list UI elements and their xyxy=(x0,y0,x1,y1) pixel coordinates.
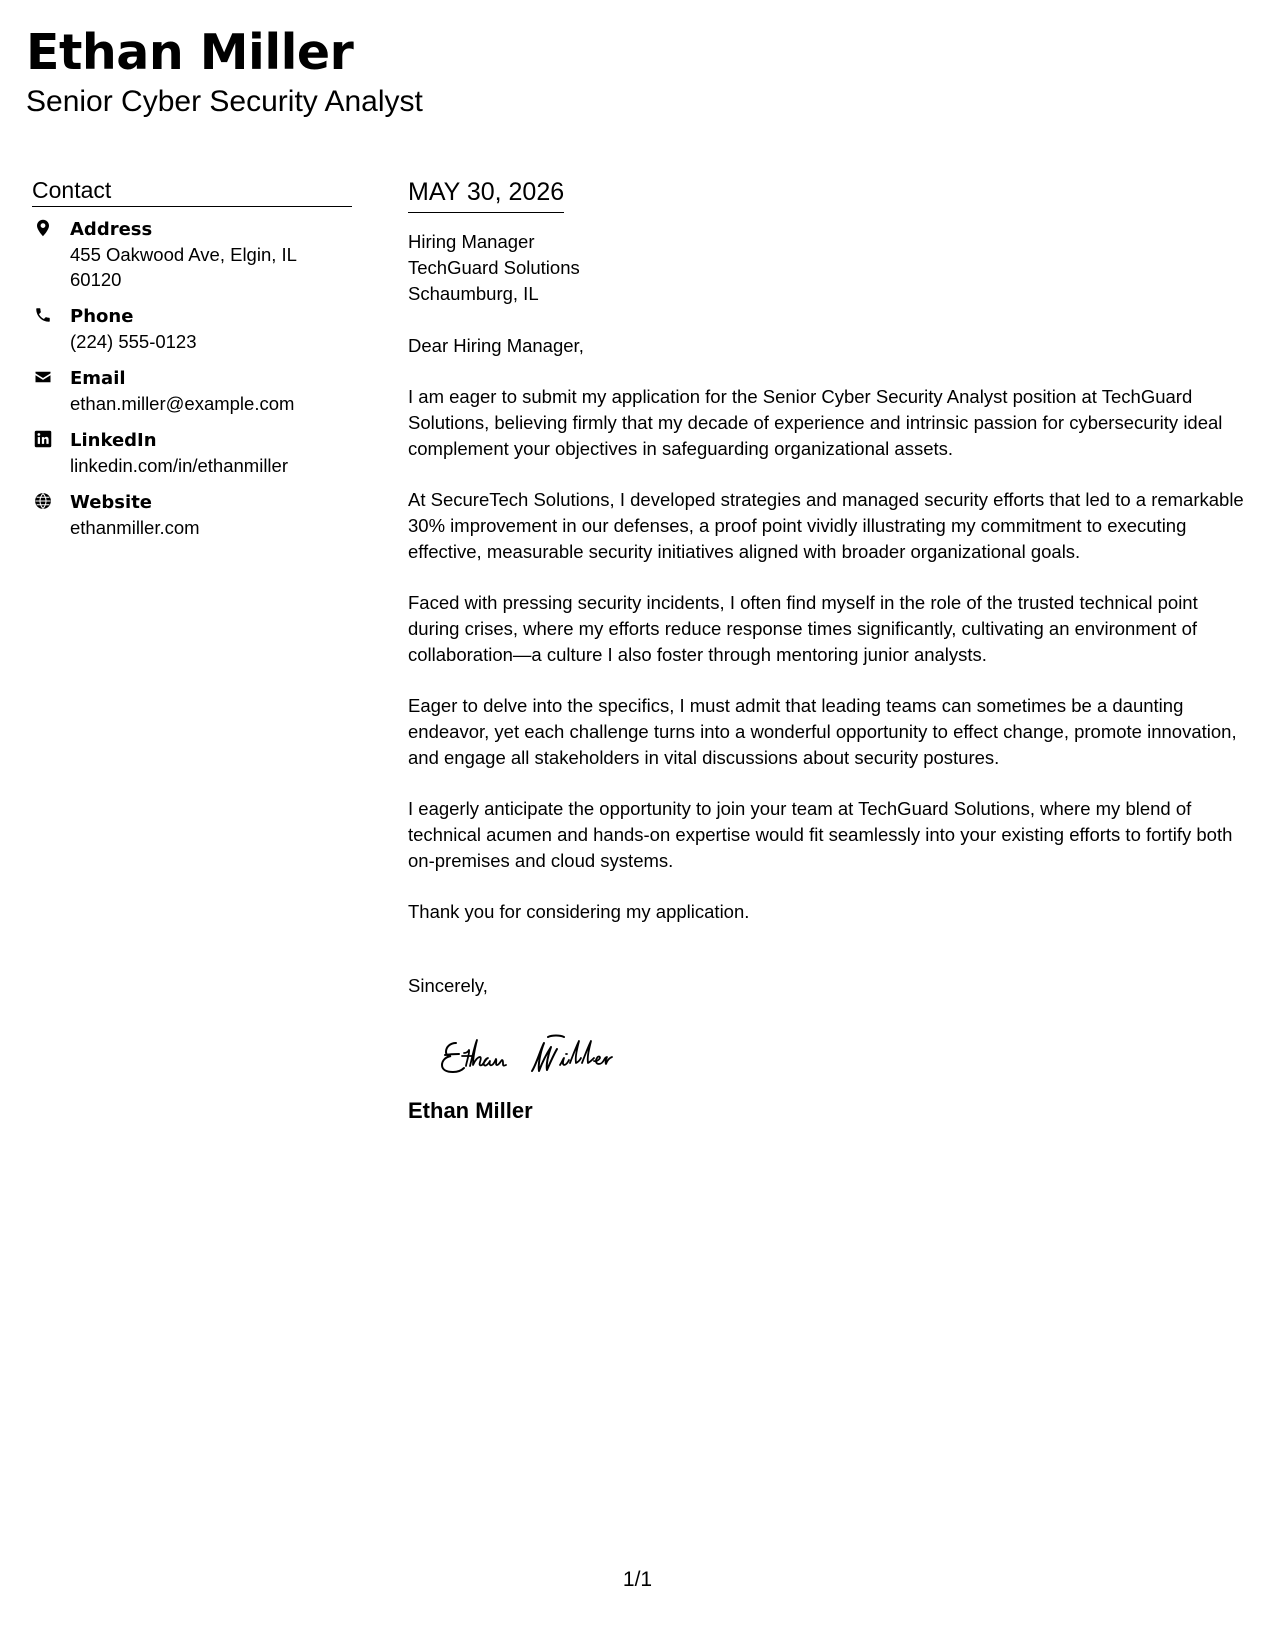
recipient-company: TechGuard Solutions xyxy=(408,257,580,278)
contact-item-linkedin xyxy=(32,428,352,478)
letter-date: MAY 30, 2026 xyxy=(408,176,564,213)
contact-label: Email xyxy=(70,368,126,389)
signer-name: Ethan Miller xyxy=(408,1098,533,1123)
contact-label: LinkedIn xyxy=(70,430,157,451)
body-paragraph: Eager to delve into the specifics, I must admit that leading teams can sometimes be a daunting endeavor, yet each challenge turns into a wonderful opportunity to effect change, promote innovation, and engage all stakeholders in vital discussions about security postures. xyxy=(408,695,1237,768)
globe-icon xyxy=(34,492,52,510)
closing: Sincerely, xyxy=(408,975,488,996)
address-value: 455 Oakwood Ave, Elgin, IL 60120 xyxy=(70,244,297,290)
salutation: Dear Hiring Manager, xyxy=(408,335,584,356)
body-paragraph: I eagerly anticipate the opportunity to join your team at TechGuard Solutions, where my blend of technical acumen and hands-on expertise would fit seamlessly into your existing efforts to fortify both on-premises and cloud systems. xyxy=(408,798,1233,871)
email-value: ethan.miller@example.com xyxy=(70,393,295,414)
linkedin-value: linkedin.com/in/ethanmiller xyxy=(70,455,288,476)
envelope-icon xyxy=(34,368,52,386)
page-number: 1/1 xyxy=(622,1568,653,1591)
contact-item-email xyxy=(32,366,352,416)
contact-label: Address xyxy=(70,219,153,240)
contact-label: Website xyxy=(70,492,153,513)
map-pin-icon xyxy=(34,219,52,237)
recipient-name: Hiring Manager xyxy=(408,231,535,252)
contact-sidebar xyxy=(32,176,352,552)
website-value: ethanmiller.com xyxy=(70,517,200,538)
contact-item-phone xyxy=(32,304,352,354)
phone-icon xyxy=(34,306,52,324)
body-paragraph: Thank you for considering my application. xyxy=(408,901,750,922)
contact-label: Phone xyxy=(70,306,134,327)
contact-item-address xyxy=(32,217,352,292)
contact-item-website xyxy=(32,490,352,540)
phone-value: (224) 555-0123 xyxy=(70,331,197,352)
contact-heading: Contact xyxy=(32,176,352,207)
applicant-title: Senior Cyber Security Analyst xyxy=(26,85,423,118)
recipient-block xyxy=(408,229,1248,307)
body-paragraph: Faced with pressing security incidents, I often find myself in the role of the trusted technical point during crises, where my efforts reduce response times significantly, cultivating an environment of collaboration—a culture I also foster through mentoring junior analysts. xyxy=(408,592,1198,665)
recipient-location: Schaumburg, IL xyxy=(408,283,539,304)
body-paragraph: At SecureTech Solutions, I developed strategies and managed security efforts that led to a remarkable 30% improvement in our defenses, a proof point vividly illustrating my commitment to executing effective, measurable security initiatives aligned with broader organizational goals. xyxy=(408,489,1244,562)
applicant-name: Ethan Miller xyxy=(26,24,354,81)
letter-body xyxy=(408,176,1248,1125)
handwritten-signature xyxy=(436,1029,646,1079)
body-paragraph: I am eager to submit my application for the Senior Cyber Security Analyst position at TechGuard Solutions, believing firmly that my decade of experience and intrinsic passion for cybersecurity ideal complement your objectives in safeguarding organizational assets. xyxy=(408,386,1223,459)
linkedin-icon xyxy=(34,430,52,448)
letter-header xyxy=(26,22,423,120)
